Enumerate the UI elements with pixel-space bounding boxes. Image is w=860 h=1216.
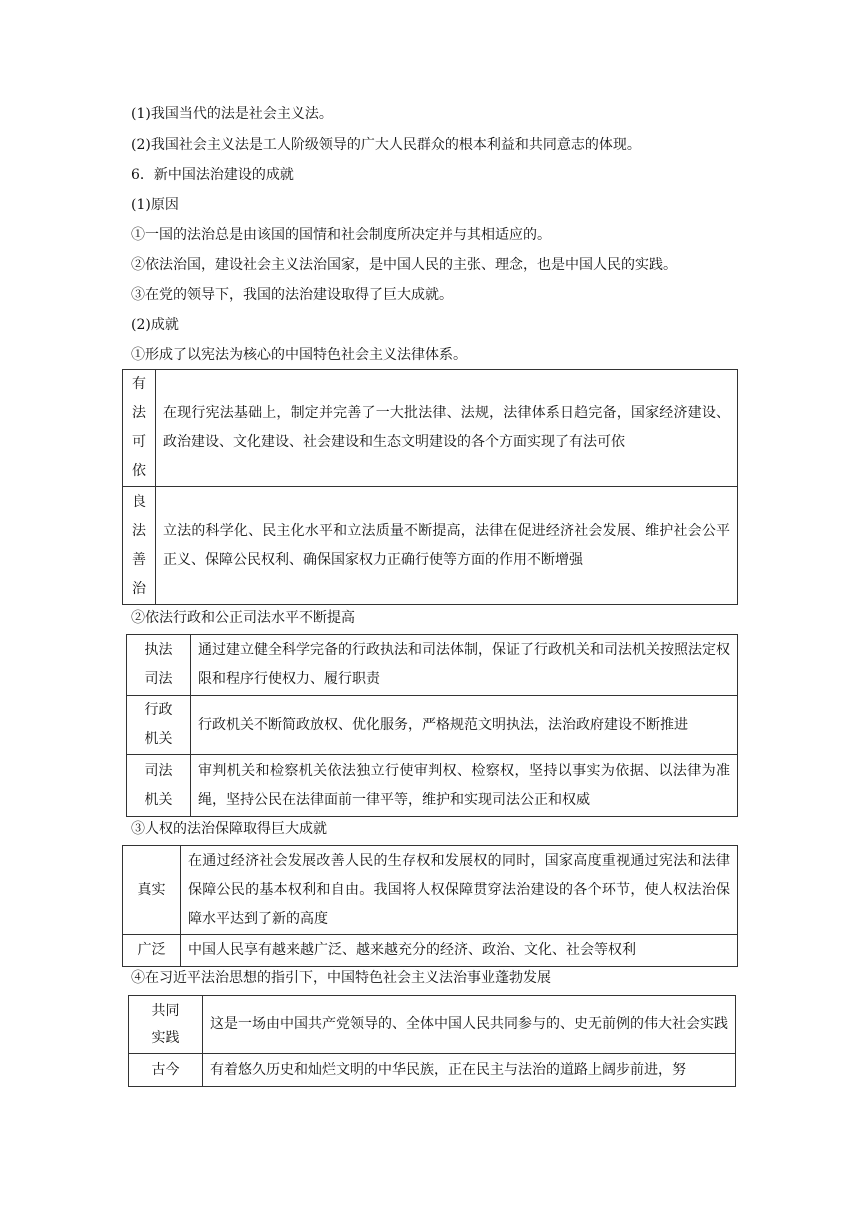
table-rule-of-law bbox=[128, 995, 736, 1087]
table-row bbox=[129, 1054, 736, 1087]
text-line-11: ③人权的法治保障取得巨大成就 bbox=[131, 821, 327, 837]
row-text: 通过建立健全科学完备的行政执法和司法体制，保证了行政机关和司法机关按照法定权限和程序行使权力、履行职责 bbox=[191, 635, 738, 696]
table-legal-system bbox=[122, 369, 738, 605]
row-label: 真实 bbox=[123, 846, 181, 935]
subheading-reason: (1)原因 bbox=[131, 197, 179, 213]
text-line-7: ③在党的领导下，我国的法治建设取得了巨大成就。 bbox=[131, 287, 453, 303]
text-line-1: (1)我国当代的法是社会主义法。 bbox=[131, 106, 333, 122]
table-row bbox=[127, 635, 738, 696]
row-text: 行政机关不断简政放权、优化服务，严格规范文明执法，法治政府建设不断推进 bbox=[191, 696, 738, 755]
row-text: 立法的科学化、民主化水平和立法质量不断提高，法律在促进经济社会发展、维护社会公平正义、保障公民权利、确保国家权力正确行使等方面的作用不断增强 bbox=[156, 487, 738, 605]
row-text: 审判机关和检察机关依法独立行使审判权、检察权，坚持以事实为依据、以法律为准绳，坚持公民在法律面前一律平等，维护和实现司法公正和权威 bbox=[191, 755, 738, 817]
text-line-9: ①形成了以宪法为核心的中国特色社会主义法律体系。 bbox=[131, 347, 467, 363]
section-heading-6: 6．新中国法治建设的成就 bbox=[131, 167, 294, 183]
subheading-achievement: (2)成就 bbox=[131, 317, 179, 333]
table-row bbox=[123, 487, 738, 605]
text-line-2: (2)我国社会主义法是工人阶级领导的广大人民群众的根本利益和共同意志的体现。 bbox=[131, 137, 641, 153]
table-row bbox=[123, 935, 738, 967]
row-label: 共同 实践 bbox=[129, 996, 203, 1054]
row-label: 古今 bbox=[129, 1054, 203, 1087]
table-row bbox=[129, 996, 736, 1054]
table-row bbox=[123, 846, 738, 935]
text-line-12: ④在习近平法治思想的指引下，中国特色社会主义法治事业蓬勃发展 bbox=[131, 970, 551, 986]
row-text: 这是一场由中国共产党领导的、全体中国人民共同参与的、史无前例的伟大社会实践 bbox=[203, 996, 736, 1054]
row-text: 在通过经济社会发展改善人民的生存权和发展权的同时，国家高度重视通过宪法和法律保障公民的基本权利和自由。我国将人权保障贯穿法治建设的各个环节，使人权法治保障水平达到了新的高度 bbox=[181, 846, 738, 935]
table-row bbox=[127, 696, 738, 755]
text-line-10: ②依法行政和公正司法水平不断提高 bbox=[131, 610, 355, 626]
text-line-6: ②依法治国，建设社会主义法治国家，是中国人民的主张、理念，也是中国人民的实践。 bbox=[131, 257, 677, 273]
row-label: 广泛 bbox=[123, 935, 181, 967]
row-label: 行政 机关 bbox=[127, 696, 191, 755]
table-row bbox=[123, 370, 738, 487]
table-human-rights bbox=[122, 845, 738, 967]
row-text: 在现行宪法基础上，制定并完善了一大批法律、法规，法律体系日趋完备，国家经济建设、政治建设、文化建设、社会建设和生态文明建设的各个方面实现了有法可依 bbox=[156, 370, 738, 487]
table-row bbox=[127, 755, 738, 817]
row-label: 良 法 善 治 bbox=[123, 487, 156, 605]
row-text: 中国人民享有越来越广泛、越来越充分的经济、政治、文化、社会等权利 bbox=[181, 935, 738, 967]
row-text: 有着悠久历史和灿烂文明的中华民族，正在民主与法治的道路上阔步前进，努 bbox=[203, 1054, 736, 1087]
row-label: 执法 司法 bbox=[127, 635, 191, 696]
text-line-5: ①一国的法治总是由该国的国情和社会制度所决定并与其相适应的。 bbox=[131, 227, 551, 243]
row-label: 有 法 可 依 bbox=[123, 370, 156, 487]
row-label: 司法 机关 bbox=[127, 755, 191, 817]
table-law-enforcement bbox=[126, 634, 738, 817]
